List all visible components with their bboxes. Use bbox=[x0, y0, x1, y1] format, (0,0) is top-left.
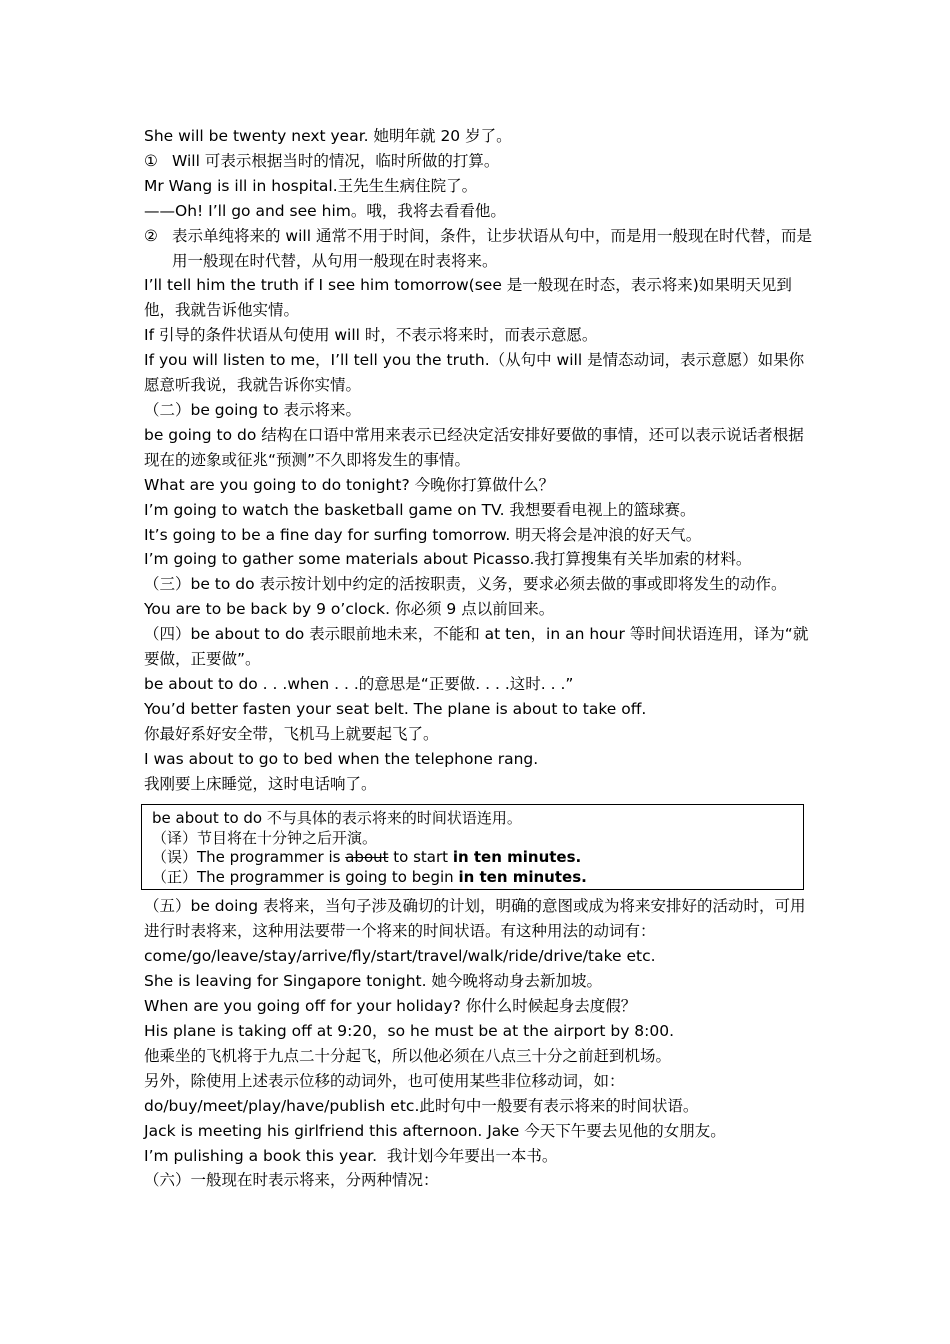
text-line: I’m going to gather some materials about Picasso.我打算搜集有关毕加索的材料。 bbox=[144, 550, 752, 569]
note-title: be about to do 不与具体的表示将来的时间状语连用。 bbox=[152, 809, 522, 828]
section-heading: （三）be to do 表示按计划中约定的活按职责，义务，要求必须去做的事或即将发生的动作。 bbox=[144, 575, 787, 594]
text-line: Mr Wang is ill in hospital.王先生生病住院了。 bbox=[144, 176, 478, 195]
section-heading: （四）be about to do 表示眼前地未来，不能和 at ten，in an hour 等时间状语连用，译为“就要做，正要做”。 bbox=[144, 625, 809, 669]
text-line: I was about to go to bed when the telephone rang. bbox=[144, 749, 539, 768]
text-line: 另外，除使用上述表示位移的动词外，也可使用某些非位移动词，如：do/buy/meet/play/have/publish etc.此时句中一般要有表示将来的时间状语。 bbox=[144, 1071, 699, 1115]
item-number: ② bbox=[144, 226, 158, 245]
text-line: When are you going off for your holiday? 你什么时候起身去度假？ bbox=[144, 997, 637, 1016]
note-translation: （译）节目将在十分钟之后开演。 bbox=[152, 828, 378, 847]
document-page bbox=[144, 124, 812, 1193]
text-line: You are to be back by 9 o’clock. 你必须 9 点以前回来。 bbox=[144, 600, 555, 619]
text-line: I’ll tell him the truth if I see him tomorrow(see 是一般现在时态，表示将来)如果明天见到他，我就告诉他实情。 bbox=[144, 276, 792, 320]
note-wrong-prefix: （误）The programmer is bbox=[152, 848, 346, 867]
section-heading: （六）一般现在时表示将来，分两种情况： bbox=[144, 1171, 439, 1190]
text-line: She will be twenty next year. 她明年就 20 岁了。 bbox=[144, 127, 512, 145]
note-right-prefix: （正）The programmer is going to begin bbox=[152, 867, 459, 886]
text-line: I’m going to watch the basketball game on TV. 我想要看电视上的篮球赛。 bbox=[144, 500, 696, 519]
text-line: It’s going to be a fine day for surfing tomorrow. 明天将会是冲浪的好天气。 bbox=[144, 525, 702, 544]
numbered-item-1 bbox=[144, 149, 812, 174]
note-right-bold: in ten minutes. bbox=[458, 867, 587, 886]
section-heading: （二）be going to 表示将来。 bbox=[144, 400, 362, 419]
item-number: ① bbox=[144, 151, 158, 170]
text-line: be about to do . . .when . . .的意思是“正要做. . . .这时. . .” bbox=[144, 674, 574, 693]
text-line: 你最好系好安全带，飞机马上就要起飞了。 bbox=[144, 724, 439, 743]
text-line: What are you going to do tonight? 今晚你打算做什么？ bbox=[144, 475, 555, 494]
note-box bbox=[141, 804, 804, 890]
item-text: Will 可表示根据当时的情况，临时所做的打算。 bbox=[172, 151, 500, 170]
text-line: 他乘坐的飞机将于九点二十分起飞，所以他必须在八点三十分之前赶到机场。 bbox=[144, 1046, 672, 1065]
note-right-example bbox=[152, 868, 793, 888]
note-wrong-bold: in ten minutes. bbox=[452, 848, 582, 867]
text-line: His plane is taking off at 9:20，so he must be at the airport by 8:00. bbox=[144, 1022, 675, 1040]
numbered-item-2 bbox=[144, 224, 812, 274]
text-line: I’m pulishing a book this year. 我计划今年要出一本书。 bbox=[144, 1146, 558, 1165]
text-line: If you will listen to me，I’ll tell you the truth.（从句中 will 是情态动词，表示意愿）如果你愿意听我说，我就告诉你实情。 bbox=[144, 351, 805, 395]
text-line: You’d better fasten your seat belt. The plane is about to take off. bbox=[144, 699, 647, 718]
text-line: She is leaving for Singapore tonight. 她今晚将动身去新加坡。 bbox=[144, 972, 602, 991]
text-line: ——Oh! I’ll go and see him。哦，我将去看看他。 bbox=[144, 201, 506, 220]
text-line: Jack is meeting his girlfriend this afternoon. Jake 今天下午要去见他的女朋友。 bbox=[144, 1121, 726, 1140]
item-text: 表示单纯将来的 will 通常不用于时间，条件，让步状语从句中，而是用一般现在时代替，而是用一般现在时代替，从句用一般现在时表将来。 bbox=[172, 226, 812, 270]
note-wrong-mid: to start bbox=[388, 848, 453, 867]
struck-word: about bbox=[345, 848, 389, 867]
note-wrong-example bbox=[152, 848, 793, 868]
text-line: If 引导的条件状语从句使用 will 时，不表示将来时，而表示意愿。 bbox=[144, 326, 598, 345]
text-line: be going to do 结构在口语中常用来表示已经决定活安排好要做的事情，还可以表示说话者根据现在的迹象或征兆“预测”不久即将发生的事情。 bbox=[144, 425, 804, 469]
text-line: 我刚要上床睡觉，这时电话响了。 bbox=[144, 774, 377, 793]
section-heading: （五）be doing 表将来，当句子涉及确切的计划，明确的意图或成为将来安排好的活动时，可用进行时表将来，这种用法要带一个将来的时间状语。有这种用法的动词有：come/go/leave/stay/arrive/fly/start/travel/walk/ride/drive/take etc. bbox=[144, 897, 806, 966]
